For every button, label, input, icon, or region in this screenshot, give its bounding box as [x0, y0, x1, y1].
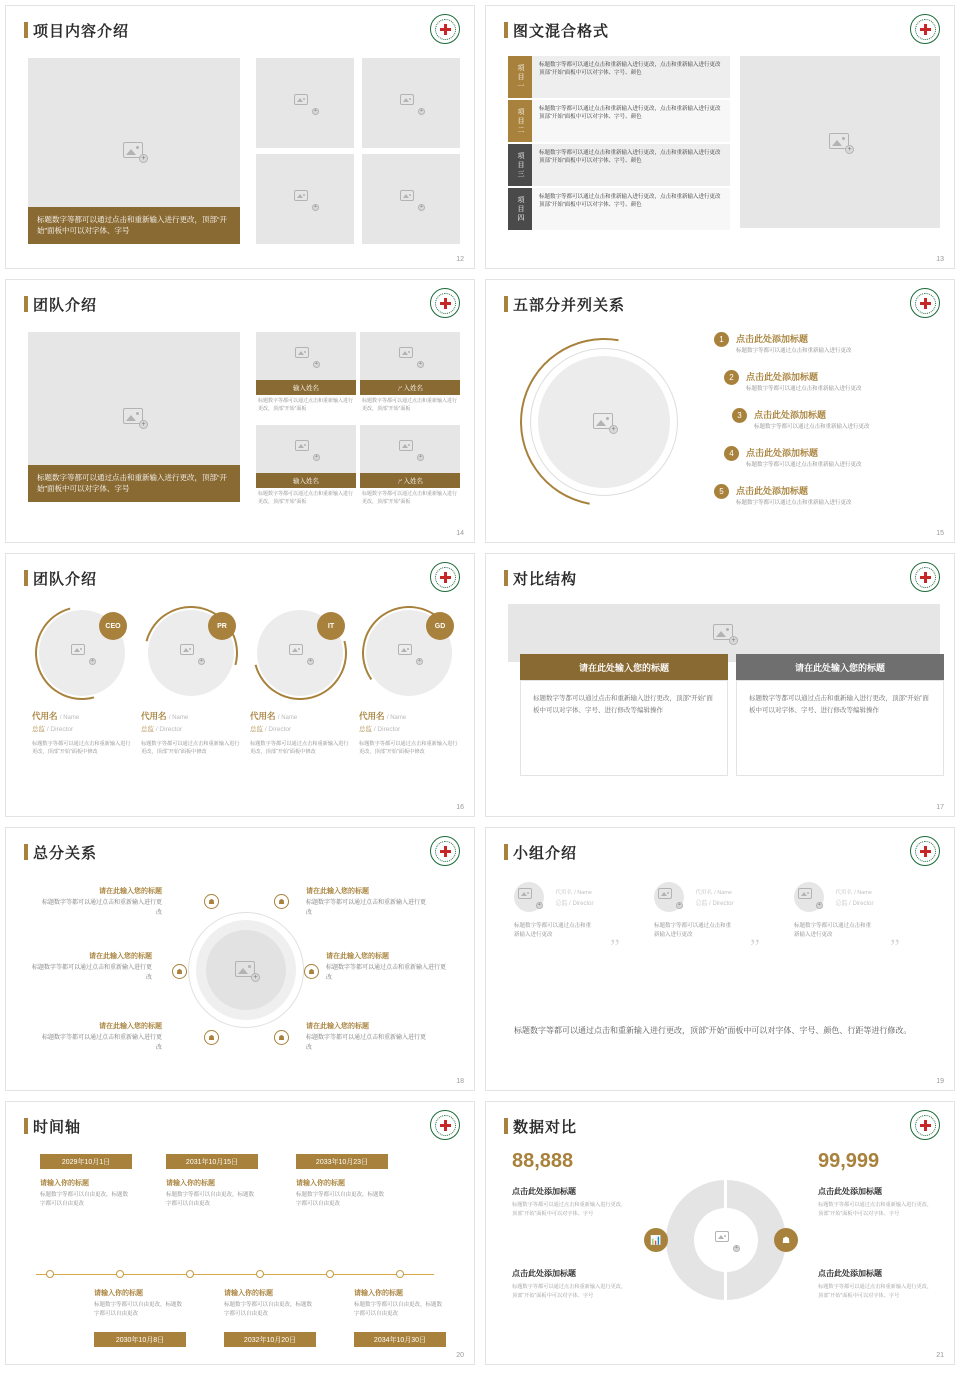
- block-title: 请在此输入您的标题: [306, 1023, 369, 1030]
- image-placeholder-2[interactable]: [362, 58, 460, 148]
- timeline-axis: [36, 1274, 434, 1275]
- person-role: [835, 898, 873, 907]
- bag-icon: ☗: [774, 1228, 798, 1252]
- text-block-5[interactable]: [42, 1021, 162, 1053]
- page-number: 20: [456, 1352, 464, 1359]
- quote-mark-icon: ”: [890, 934, 900, 959]
- item-desc: 标题数字等都可以通过点击和重新输入进行更改: [736, 348, 852, 354]
- person-name-group: [555, 887, 593, 907]
- role-text: 总监: [250, 726, 263, 733]
- member-photo[interactable]: [256, 332, 356, 380]
- team-card-2[interactable]: [141, 610, 241, 757]
- person-card-1[interactable]: [514, 882, 642, 959]
- image-placeholder-icon: +: [71, 644, 93, 662]
- image-placeholder-icon: +: [400, 94, 422, 112]
- caption-band: 标题数字等都可以通过点击和重新输入进行更改，顶部“开始”面板中可以对字体、字号: [28, 207, 240, 244]
- member-name: [141, 710, 241, 722]
- item-number: 5: [714, 484, 729, 499]
- slide-14[interactable]: [5, 279, 475, 543]
- block-desc: 标题数字等都可以自由更改，标题数字都可以自由更改: [40, 1192, 129, 1207]
- row-body-text: 标题数字等都可以通过点击和重新输入进行更改，点击和重新输入进行更改顶部“开始”面板中可以对字体、字号、颜色: [532, 100, 730, 142]
- image-placeholder-1[interactable]: [256, 58, 354, 148]
- timeline-dot-2: [116, 1270, 124, 1278]
- name-text: 代用名: [359, 711, 385, 721]
- person-desc: 标题数字等都可以通过点击和重新输入进行更改: [654, 923, 732, 939]
- red-cross-logo-icon: [430, 1110, 460, 1140]
- person-name: [835, 887, 873, 896]
- node-icon-2: ☗: [274, 894, 289, 909]
- slide-16[interactable]: [5, 553, 475, 817]
- red-cross-logo-icon: [910, 288, 940, 318]
- text-row-2[interactable]: [508, 100, 730, 142]
- block-desc: 标题数字等都可以通过点击和重新输入进行更改: [42, 900, 163, 916]
- item-title: 点击此处添加标题: [736, 334, 809, 344]
- image-placeholder-icon: +: [180, 644, 202, 662]
- item-title: 点击此处添加标题: [746, 372, 819, 382]
- member-role: [250, 724, 350, 733]
- red-cross-logo-icon: [430, 836, 460, 866]
- member-desc: 标题数字等都可以通过点击和重新输入进行更改，顶部“开始”面板中修改: [32, 741, 131, 756]
- block-title: 请输入你的标题: [354, 1290, 403, 1297]
- person-role: [555, 898, 593, 907]
- red-cross-logo-icon: [910, 836, 940, 866]
- image-placeholder-icon: +: [123, 142, 145, 160]
- page-number: 21: [936, 1352, 944, 1359]
- member-card-3[interactable]: [256, 425, 356, 509]
- role-text: 总监: [359, 726, 372, 733]
- chart-icon: 📊: [644, 1228, 668, 1252]
- page-title: 对比结构: [504, 568, 577, 589]
- block-desc: 标题数字等都可以通过点击和重新输入进行更改，顶部“开始”面板中可以对字体、字号: [512, 1284, 627, 1299]
- red-cross-logo-icon: [910, 562, 940, 592]
- person-desc: 标题数字等都可以通过点击和重新输入进行更改: [794, 923, 872, 939]
- list-item-3[interactable]: [732, 408, 870, 431]
- item-number: 4: [724, 446, 739, 461]
- image-placeholder-icon: +: [398, 644, 420, 662]
- person-role: [695, 898, 733, 907]
- slide-19[interactable]: [485, 827, 955, 1091]
- row-tab-label: 项目一: [508, 56, 532, 98]
- role-en-text: / Director: [155, 726, 183, 733]
- name-en-text: / Name: [386, 715, 407, 721]
- page-title: 五部分并列关系: [504, 294, 625, 315]
- timeline-dot-4: [256, 1270, 264, 1278]
- image-placeholder-icon: +: [289, 644, 311, 662]
- block-title: 请在此输入您的标题: [326, 953, 389, 960]
- member-desc: 标题数字等都可以通过点击和重新输入进行更改，顶部“开始”面板中修改: [359, 741, 458, 756]
- name-en-text: / Name: [277, 715, 298, 721]
- person-name: [695, 887, 733, 896]
- block-title: 请在此输入您的标题: [99, 888, 162, 895]
- row-tab-label: 项目四: [508, 188, 532, 230]
- red-cross-logo-icon: [910, 1110, 940, 1140]
- member-desc: 标题数字等都可以通过点击和重新输入进行更改，顶部“开始”面板中修改: [141, 741, 240, 756]
- block-desc: 标题数字等都可以通过点击和重新输入进行更改: [42, 1035, 163, 1051]
- block-title: 请在此输入您的标题: [99, 1023, 162, 1030]
- name-en-text: / Name: [59, 715, 80, 721]
- item-number: 2: [724, 370, 739, 385]
- item-desc: 标题数字等都可以通过点击和重新输入进行更改: [736, 500, 852, 506]
- page-number: 15: [936, 530, 944, 537]
- name-en-text: / Name: [714, 890, 732, 896]
- avatar[interactable]: [366, 610, 452, 696]
- block-title: 点击此处添加标题: [818, 1187, 882, 1196]
- team-card-1[interactable]: [32, 610, 132, 757]
- timeline-dot-5: [326, 1270, 334, 1278]
- block-desc: 标题数字等都可以通过点击和重新输入进行更改，顶部“开始”面板中可以对字体、字号: [818, 1202, 933, 1217]
- timeline-date-top-1: 2029年10月1日: [40, 1154, 132, 1169]
- list-item-5[interactable]: [714, 484, 852, 507]
- member-desc: 标题数字等都可以通过点击和重新输入进行更改，顶部“开始”面板: [362, 491, 458, 505]
- timeline-date-bottom-3: 2034年10月30日: [354, 1332, 446, 1347]
- page-title: 总分关系: [24, 842, 97, 863]
- page-number: 13: [936, 256, 944, 263]
- block-title: 请输入你的标题: [166, 1180, 215, 1187]
- image-placeholder-icon: +: [294, 94, 316, 112]
- member-photo[interactable]: [256, 425, 356, 473]
- member-desc: 标题数字等都可以通过点击和重新输入进行更改，顶部“开始”面板中修改: [250, 741, 349, 756]
- timeline-block-bottom-3[interactable]: [354, 1288, 446, 1319]
- text-row-1[interactable]: [508, 56, 730, 98]
- slide-12[interactable]: [5, 5, 475, 269]
- block-desc: 标题数字等都可以通过点击和重新输入进行更改: [32, 965, 153, 981]
- text-block-1[interactable]: [42, 886, 162, 918]
- row-body-text: 标题数字等都可以通过点击和重新输入进行更改，点击和重新输入进行更改顶部“开始”面板中可以对字体、字号、颜色: [532, 144, 730, 186]
- member-name: [359, 710, 459, 722]
- block-desc: 标题数字等都可以自由更改，标题数字都可以自由更改: [94, 1302, 183, 1317]
- block-desc: 标题数字等都可以自由更改，标题数字都可以自由更改: [354, 1302, 443, 1317]
- row-tab-label: 项目三: [508, 144, 532, 186]
- slide-15[interactable]: [485, 279, 955, 543]
- node-icon-4: ☗: [304, 964, 319, 979]
- member-card-4[interactable]: [360, 425, 460, 509]
- role-text: 总监: [835, 901, 848, 907]
- name-text: 代用名: [141, 711, 167, 721]
- person-name: [555, 887, 593, 896]
- person-name-group: [835, 887, 873, 907]
- right-value: 99,999: [818, 1150, 880, 1172]
- name-text: 代用名: [250, 711, 276, 721]
- item-title: 点击此处添加标题: [746, 448, 819, 458]
- node-icon-1: ☗: [204, 894, 219, 909]
- image-placeholder-icon: +: [829, 133, 851, 151]
- slide-13[interactable]: [485, 5, 955, 269]
- item-number: 1: [714, 332, 729, 347]
- right-block-1[interactable]: [818, 1186, 936, 1219]
- item-number: 3: [732, 408, 747, 423]
- member-role: [359, 724, 459, 733]
- avatar[interactable]: [257, 610, 343, 696]
- role-text: 总监: [32, 726, 45, 733]
- page-number: 16: [456, 804, 464, 811]
- page-title: 项目内容介绍: [24, 20, 129, 41]
- ring-graphic: [512, 332, 708, 512]
- member-name: [250, 710, 350, 722]
- right-column-body: 标题数字等都可以通过点击和重新输入进行更改，顶部“开始”面板中可以对字体、字号、进行修改等编辑操作: [736, 680, 944, 776]
- page-number: 19: [936, 1078, 944, 1085]
- list-item-1[interactable]: [714, 332, 852, 355]
- avatar[interactable]: [148, 610, 234, 696]
- name-en-text: / Name: [854, 890, 872, 896]
- block-title: 点击此处添加标题: [818, 1269, 882, 1278]
- page-number: 12: [456, 256, 464, 263]
- footer-text: 标题数字等都可以通过点击和重新输入进行更改，顶部“开始”面板中可以对字体、字号、颜色、行距等进行修改。: [514, 1026, 912, 1035]
- left-block-1[interactable]: [512, 1186, 630, 1219]
- block-title: 点击此处添加标题: [512, 1269, 576, 1278]
- page-title: 小组介绍: [504, 842, 577, 863]
- image-placeholder-3[interactable]: [256, 154, 354, 244]
- timeline-dot-3: [186, 1270, 194, 1278]
- caption-band: 标题数字等都可以通过点击和重新输入进行更改，顶部“开始”面板中可以对字体、字号: [28, 465, 240, 502]
- image-placeholder-icon[interactable]: +: [715, 1231, 737, 1249]
- role-badge: CEO: [99, 612, 127, 640]
- member-role: [32, 724, 132, 733]
- row-tab-label: 项目二: [508, 100, 532, 142]
- role-text: 总监: [141, 726, 154, 733]
- image-placeholder-icon: +: [123, 408, 145, 426]
- role-en-text: / Director: [709, 901, 734, 907]
- image-placeholder-icon: +: [400, 190, 422, 208]
- image-placeholder-icon: +: [295, 347, 317, 365]
- member-card-1[interactable]: [256, 332, 356, 416]
- main-image-placeholder[interactable]: [28, 58, 240, 244]
- role-en-text: / Director: [569, 901, 594, 907]
- block-desc: 标题数字等都可以通过点击和重新输入进行更改: [306, 1035, 427, 1051]
- image-placeholder-icon: +: [295, 440, 317, 458]
- text-block-6[interactable]: [306, 1021, 426, 1053]
- text-block-4[interactable]: [326, 951, 446, 983]
- member-name: [32, 710, 132, 722]
- name-text: 代用名: [32, 711, 58, 721]
- page-number: 18: [456, 1078, 464, 1085]
- left-column-body: 标题数字等都可以通过点击和重新输入进行更改，顶部“开始”面板中可以对字体、字号、进行修改等编辑操作: [520, 680, 728, 776]
- block-desc: 标题数字等都可以自由更改，标题数字都可以自由更改: [166, 1192, 255, 1207]
- main-image-placeholder[interactable]: [28, 332, 240, 502]
- center-graphic: [202, 926, 290, 1014]
- image-placeholder-icon: +: [399, 347, 421, 365]
- image-placeholder-icon[interactable]: +: [235, 961, 257, 979]
- timeline-dot-1: [46, 1270, 54, 1278]
- name-text: 代用名: [695, 890, 712, 896]
- node-icon-3: ☗: [172, 964, 187, 979]
- member-name: 输入姓名: [256, 473, 356, 488]
- text-block-3[interactable]: [32, 951, 152, 983]
- timeline-block-bottom-2[interactable]: [224, 1288, 316, 1319]
- block-desc: 标题数字等都可以通过点击和重新输入进行更改，顶部“开始”面板中可以对字体、字号: [818, 1284, 933, 1299]
- timeline-date-bottom-2: 2032年10月20日: [224, 1332, 316, 1347]
- role-badge: GD: [426, 612, 454, 640]
- text-row-4[interactable]: [508, 188, 730, 230]
- right-block-2[interactable]: [818, 1268, 936, 1301]
- list-item-4[interactable]: [724, 446, 862, 469]
- list-item-2[interactable]: [724, 370, 862, 393]
- slide-21[interactable]: [485, 1101, 955, 1365]
- team-card-3[interactable]: [250, 610, 350, 757]
- timeline-dot-6: [396, 1270, 404, 1278]
- item-title: 点击此处添加标题: [754, 410, 827, 420]
- timeline-date-top-3: 2033年10月23日: [296, 1154, 388, 1169]
- image-placeholder-4[interactable]: [362, 154, 460, 244]
- role-en-text: / Director: [849, 901, 874, 907]
- role-text: 总监: [555, 901, 568, 907]
- block-title: 请在此输入您的标题: [306, 888, 369, 895]
- image-placeholder-icon: +: [518, 888, 540, 906]
- avatar[interactable]: [39, 610, 125, 696]
- role-badge: IT: [317, 612, 345, 640]
- timeline-block-bottom-1[interactable]: [94, 1288, 186, 1319]
- block-title: 请输入你的标题: [94, 1290, 143, 1297]
- member-name: ㄕ入姓名: [360, 380, 460, 395]
- donut-chart: [666, 1180, 786, 1300]
- timeline-date-top-2: 2031年10月15日: [166, 1154, 258, 1169]
- member-name: 输入姓名: [256, 380, 356, 395]
- role-badge: PR: [208, 612, 236, 640]
- page-number: 17: [936, 804, 944, 811]
- red-cross-logo-icon: [430, 562, 460, 592]
- role-en-text: / Director: [373, 726, 401, 733]
- timeline-block-top-2[interactable]: [166, 1178, 258, 1209]
- image-placeholder-icon[interactable]: +: [593, 413, 615, 431]
- node-icon-6: ☗: [274, 1030, 289, 1045]
- page-title: 团队介绍: [24, 568, 97, 589]
- item-desc: 标题数字等都可以通过点击和重新输入进行更改: [754, 424, 870, 430]
- avatar[interactable]: [794, 882, 824, 912]
- avatar[interactable]: [654, 882, 684, 912]
- member-desc: 标题数字等都可以通过点击和重新输入进行更改，顶部“开始”面板: [258, 491, 354, 505]
- person-card-3[interactable]: [794, 882, 922, 959]
- block-desc: 标题数字等都可以通过点击和重新输入进行更改: [326, 965, 447, 981]
- block-desc: 标题数字等都可以通过点击和重新输入进行更改: [306, 900, 427, 916]
- member-photo[interactable]: [360, 425, 460, 473]
- image-placeholder-icon: +: [399, 440, 421, 458]
- red-cross-logo-icon: [430, 288, 460, 318]
- page-number: 14: [456, 530, 464, 537]
- timeline-block-top-3[interactable]: [296, 1178, 388, 1209]
- text-row-3[interactable]: [508, 144, 730, 186]
- image-placeholder-icon: +: [713, 624, 735, 642]
- role-text: 总监: [695, 901, 708, 907]
- name-text: 代用名: [555, 890, 572, 896]
- member-photo[interactable]: [360, 332, 460, 380]
- person-card-2[interactable]: [654, 882, 782, 959]
- block-title: 点击此处添加标题: [512, 1187, 576, 1196]
- left-block-2[interactable]: [512, 1268, 630, 1301]
- image-placeholder-icon: +: [798, 888, 820, 906]
- slide-17[interactable]: [485, 553, 955, 817]
- node-icon-5: ☗: [204, 1030, 219, 1045]
- left-column-header: 请在此处输入您的标题: [520, 654, 728, 680]
- block-desc: 标题数字等都可以通过点击和重新输入进行更改，顶部“开始”面板中可以对字体、字号: [512, 1202, 627, 1217]
- item-desc: 标题数字等都可以通过点击和重新输入进行更改: [746, 462, 862, 468]
- image-placeholder-icon: +: [658, 888, 680, 906]
- name-en-text: / Name: [168, 715, 189, 721]
- name-text: 代用名: [835, 890, 852, 896]
- person-desc: 标题数字等都可以通过点击和重新输入进行更改: [514, 923, 592, 939]
- timeline-block-top-1[interactable]: [40, 1178, 132, 1209]
- member-role: [141, 724, 241, 733]
- page-title: 时间轴: [24, 1116, 81, 1137]
- role-en-text: / Director: [264, 726, 292, 733]
- left-value: 88,888: [512, 1150, 574, 1172]
- role-en-text: / Director: [46, 726, 74, 733]
- name-en-text: / Name: [574, 890, 592, 896]
- block-desc: 标题数字等都可以自由更改，标题数字都可以自由更改: [296, 1192, 385, 1207]
- page-title: 图文混合格式: [504, 20, 609, 41]
- timeline-date-bottom-1: 2030年10月8日: [94, 1332, 186, 1347]
- block-title: 请输入你的标题: [296, 1180, 345, 1187]
- slide-18[interactable]: [5, 827, 475, 1091]
- block-desc: 标题数字等都可以自由更改，标题数字都可以自由更改: [224, 1302, 313, 1317]
- row-body-text: 标题数字等都可以通过点击和重新输入进行更改，点击和重新输入进行更改顶部“开始”面板中可以对字体、字号、颜色: [532, 56, 730, 98]
- image-placeholder-icon: +: [294, 190, 316, 208]
- slide-20[interactable]: [5, 1101, 475, 1365]
- block-title: 请输入你的标题: [224, 1290, 273, 1297]
- member-name: ㄕ入姓名: [360, 473, 460, 488]
- red-cross-logo-icon: [430, 14, 460, 44]
- member-desc: 标题数字等都可以通过点击和重新输入进行更改，顶部“开始”面板: [258, 398, 354, 412]
- member-desc: 标题数字等都可以通过点击和重新输入进行更改，顶部“开始”面板: [362, 398, 458, 412]
- block-title: 请输入你的标题: [40, 1180, 89, 1187]
- page-title: 数据对比: [504, 1116, 577, 1137]
- team-card-4[interactable]: [359, 610, 459, 757]
- avatar[interactable]: [514, 882, 544, 912]
- quote-mark-icon: ”: [610, 934, 620, 959]
- item-title: 点击此处添加标题: [736, 486, 809, 496]
- page-title: 团队介绍: [24, 294, 97, 315]
- main-image-placeholder[interactable]: [740, 56, 940, 228]
- member-card-2[interactable]: [360, 332, 460, 416]
- block-title: 请在此输入您的标题: [89, 953, 152, 960]
- item-desc: 标题数字等都可以通过点击和重新输入进行更改: [746, 386, 862, 392]
- person-name-group: [695, 887, 733, 907]
- quote-mark-icon: ”: [750, 934, 760, 959]
- text-block-2[interactable]: [306, 886, 426, 918]
- row-body-text: 标题数字等都可以通过点击和重新输入进行更改，点击和重新输入进行更改顶部“开始”面板中可以对字体、字号、颜色: [532, 188, 730, 230]
- red-cross-logo-icon: [910, 14, 940, 44]
- right-column-header: 请在此处输入您的标题: [736, 654, 944, 680]
